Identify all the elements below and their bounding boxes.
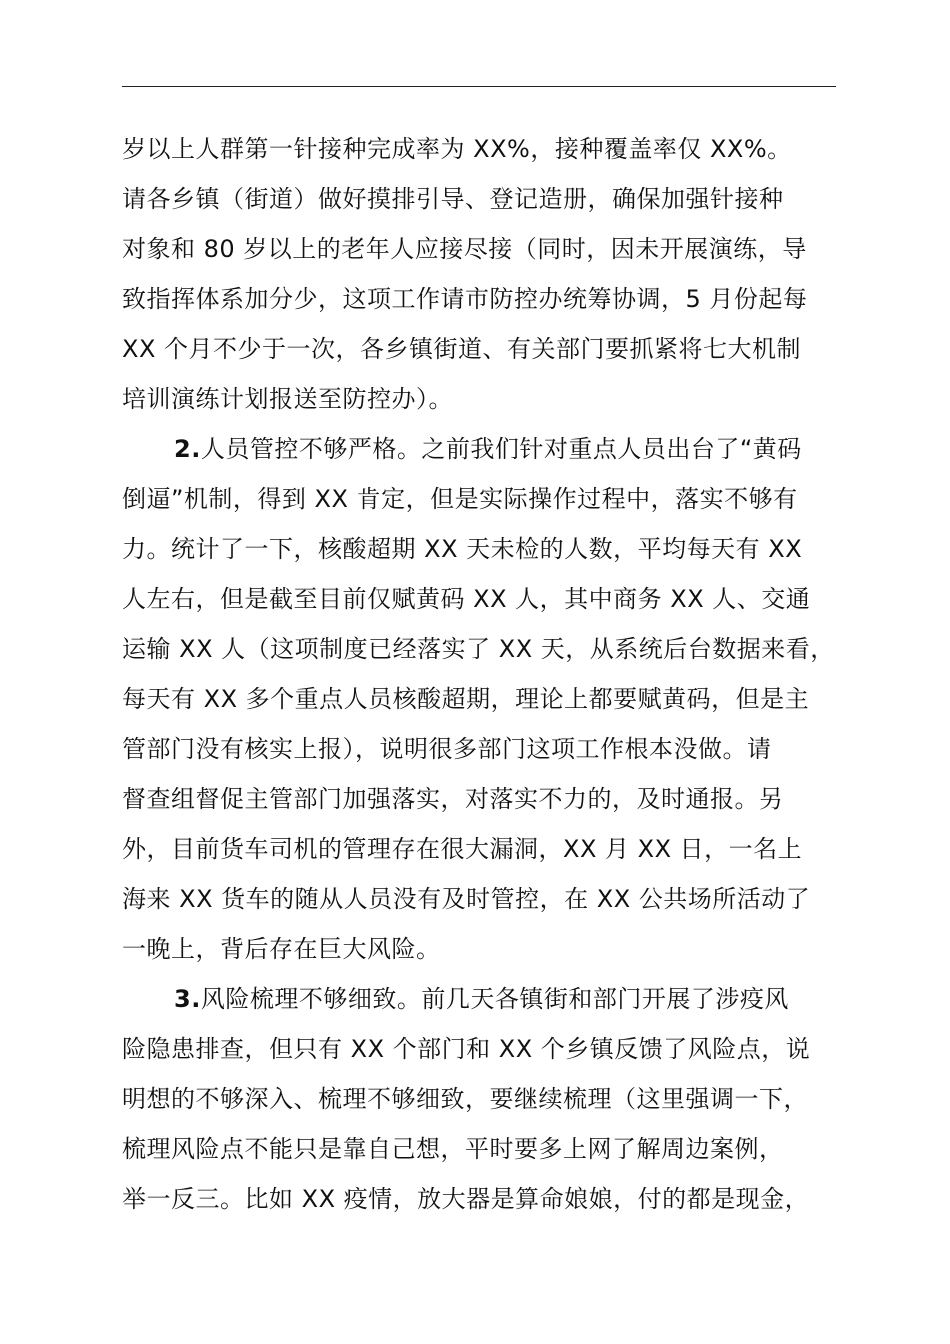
text-line: 致指挥体系加分少，这项工作请市防控办统筹协调，5 月份起每 bbox=[122, 285, 808, 313]
text-line: 力。统计了一下，核酸超期 XX 天未检的人数，平均每天有 XX bbox=[122, 535, 803, 563]
body-text bbox=[122, 124, 842, 1224]
item-number-3: 3. bbox=[174, 985, 201, 1013]
text-line: 人左右，但是截至目前仅赋黄码 XX 人，其中商务 XX 人、交通 bbox=[122, 585, 811, 613]
text-line: 督查组督促主管部门加强落实，对落实不力的，及时通报。另 bbox=[122, 785, 784, 813]
text-line: 举一反三。比如 XX 疫情，放大器是算命娘娘，付的都是现金， bbox=[122, 1185, 810, 1213]
text-line: 人员管控不够严格。之前我们针对重点人员出台了“黄码 bbox=[200, 435, 802, 463]
text-line: 请各乡镇（街道）做好摸排引导、登记造册，确保加强针接种 bbox=[122, 185, 784, 213]
item-number-2: 2. bbox=[174, 435, 201, 463]
text-line: 对象和 80 岁以上的老年人应接尽接（同时，因未开展演练，导 bbox=[122, 235, 807, 263]
header-rule bbox=[122, 86, 836, 87]
text-line: 培训演练计划报送至防控办）。 bbox=[122, 385, 453, 413]
text-line: 风险梳理不够细致。前几天各镇街和部门开展了涉疫风 bbox=[200, 985, 789, 1013]
text-line: 明想的不够深入、梳理不够细致，要继续梳理（这里强调一下， bbox=[122, 1085, 808, 1113]
section-3-heading-line bbox=[122, 974, 842, 1024]
text-line: 险隐患排查，但只有 XX 个部门和 XX 个乡镇反馈了风险点，说 bbox=[122, 1035, 811, 1063]
text-line: 外，目前货车司机的管理存在很大漏洞，XX 月 XX 日，一名上 bbox=[122, 835, 803, 863]
text-line: 海来 XX 货车的随从人员没有及时管控，在 XX 公共场所活动了 bbox=[122, 885, 811, 913]
text-line: 岁以上人群第一针接种完成率为 XX%，接种覆盖率仅 XX%。 bbox=[122, 135, 792, 163]
text-line: 倒逼”机制，得到 XX 肯定，但是实际操作过程中，落实不够有 bbox=[122, 485, 798, 513]
text-line: 管部门没有核实上报），说明很多部门这项工作根本没做。请 bbox=[122, 735, 772, 763]
text-line: 一晚上，背后存在巨大风险。 bbox=[122, 935, 441, 963]
text-line: 运输 XX 人（这项制度已经落实了 XX 天，从系统后台数据来看， bbox=[122, 635, 835, 663]
text-line: 梳理风险点不能只是靠自己想，平时要多上网了解周边案例， bbox=[122, 1135, 784, 1163]
text-line: XX 个月不少于一次，各乡镇街道、有关部门要抓紧将七大机制 bbox=[122, 335, 802, 363]
section-2-heading-line bbox=[122, 424, 842, 474]
text-line: 每天有 XX 多个重点人员核酸超期，理论上都要赋黄码，但是主 bbox=[122, 685, 810, 713]
